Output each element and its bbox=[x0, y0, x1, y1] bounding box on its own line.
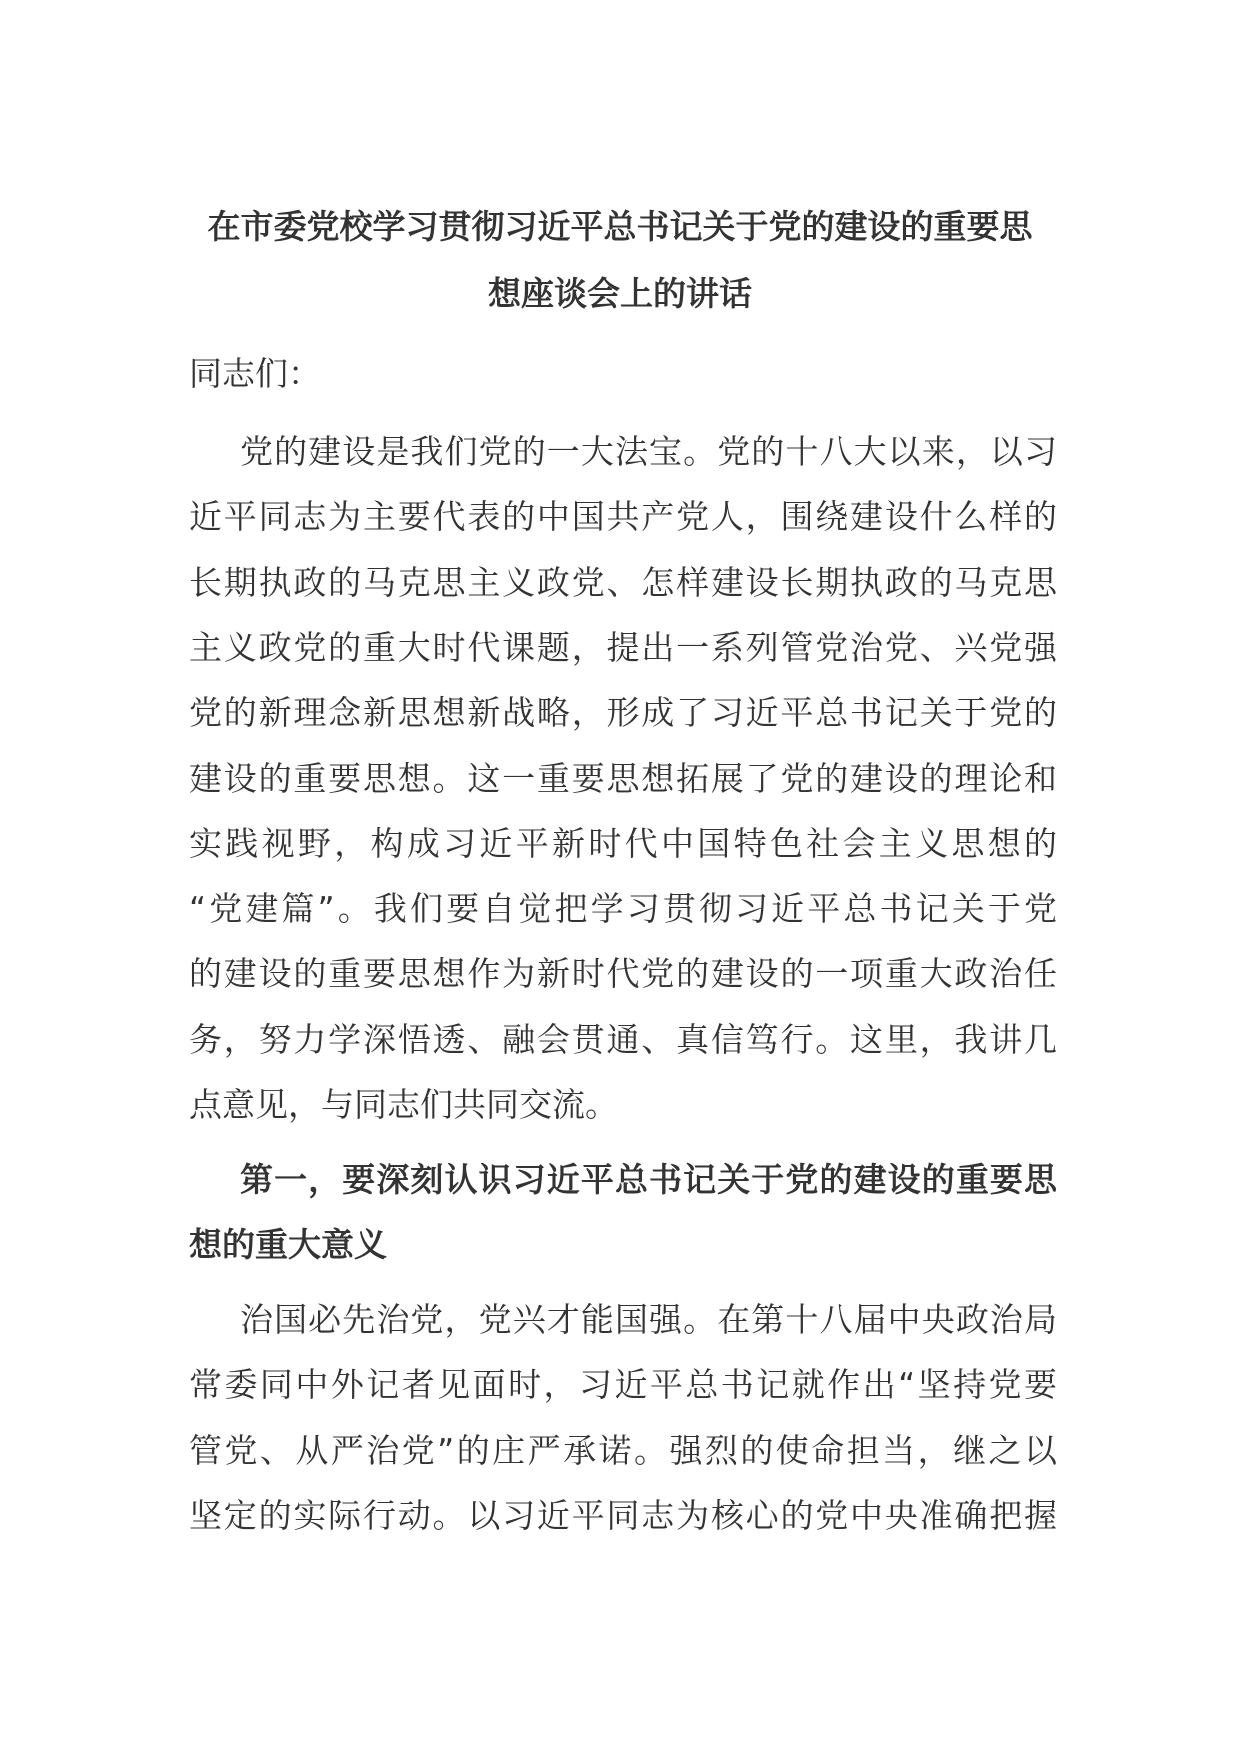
paragraph-1-line: 党的新理念新思想新战略，形成了习近平总书记关于党的 bbox=[189, 693, 1057, 733]
section-heading-1-line: 第一，要深刻认识习近平总书记关于党的建设的重要思 bbox=[240, 1160, 1057, 1199]
paragraph-1-line: 务，努力学深悟透、融会贯通、真信笃行。这里，我讲几 bbox=[189, 1019, 1057, 1059]
document-title-line-2: 想座谈会上的讲话 bbox=[488, 274, 752, 313]
paragraph-1-line: 党的建设是我们党的一大法宝。党的十八大以来，以习 bbox=[240, 432, 1057, 471]
paragraph-1-line: “党建篇”。我们要自觉把学习贯彻习近平总书记关于党 bbox=[189, 889, 1057, 929]
paragraph-1-line: 点意见，与同志们共同交流。 bbox=[189, 1085, 618, 1124]
paragraph-1-line: 长期执政的马克思主义政党、怎样建设长期执政的马克思 bbox=[189, 562, 1057, 602]
paragraph-1-line: 建设的重要思想。这一重要思想拓展了党的建设的理论和 bbox=[189, 758, 1057, 798]
paragraph-2-line: 坚定的实际行动。以习近平同志为核心的党中央准确把握 bbox=[189, 1495, 1057, 1535]
section-heading-1-line: 想的重大意义 bbox=[189, 1225, 387, 1265]
paragraph-1-line: 的建设的重要思想作为新时代党的建设的一项重大政治任 bbox=[189, 954, 1057, 994]
paragraph-2-line: 常委同中外记者见面时，习近平总书记就作出“坚持党要 bbox=[189, 1365, 1057, 1405]
salutation: 同志们： bbox=[189, 354, 321, 393]
paragraph-1-line: 近平同志为主要代表的中国共产党人，围绕建设什么样的 bbox=[189, 497, 1057, 537]
paragraph-1-line: 主义政党的重大时代课题，提出一系列管党治党、兴党强 bbox=[189, 627, 1057, 667]
document-title-line-1: 在市委党校学习贯彻习近平总书记关于党的建设的重要思 bbox=[207, 207, 1033, 246]
paragraph-1-line: 实践视野，构成习近平新时代中国特色社会主义思想的 bbox=[189, 823, 1057, 863]
paragraph-2-line: 管党、从严治党”的庄严承诺。强烈的使命担当，继之以 bbox=[189, 1430, 1057, 1470]
paragraph-2-line: 治国必先治党，党兴才能国强。在第十八届中央政治局 bbox=[240, 1300, 1057, 1339]
